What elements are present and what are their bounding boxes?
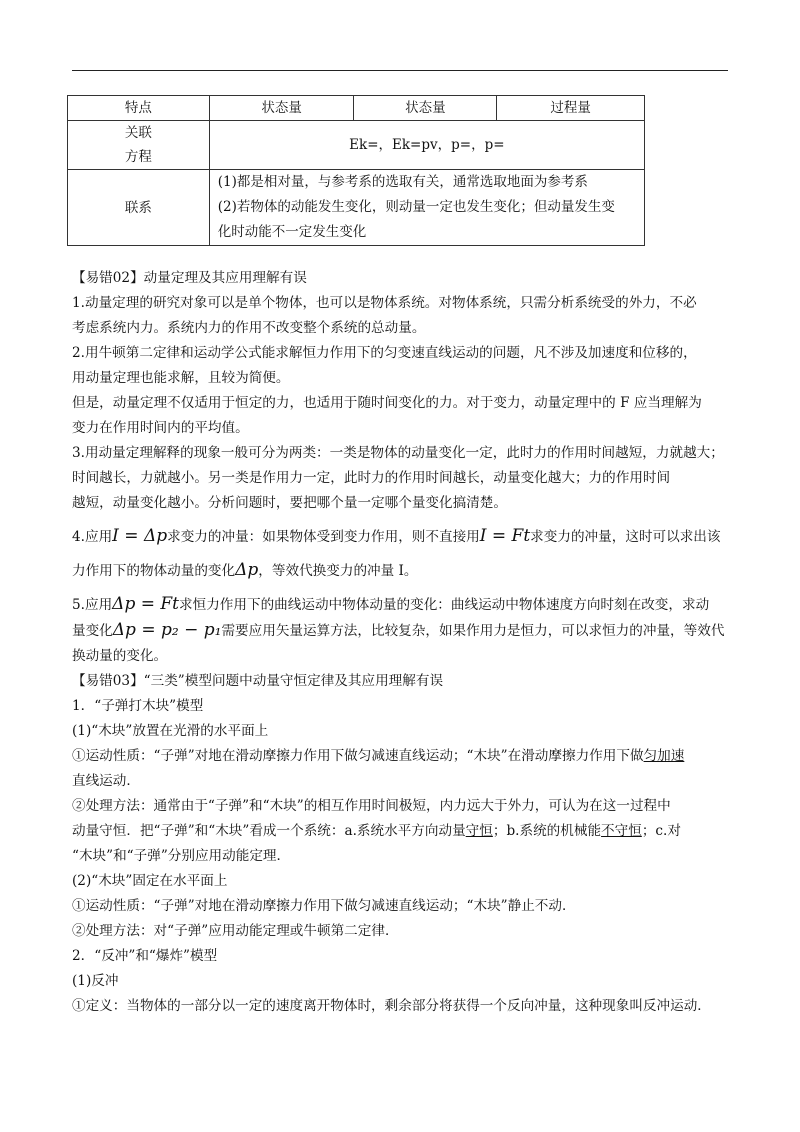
paragraph-line: 2．“反冲”和“爆炸”模型 xyxy=(72,948,218,964)
paragraph-line: 时间越长，力就越小。另一类是作用力一定，此时力的作用时间越长，动量变化越大；力的作用时间 xyxy=(72,470,671,486)
paragraph-line: 3.用动量定理解释的现象一般可分为两类：一类是物体的动量变化一定，此时力的作用时间越短，力就越大； xyxy=(72,445,724,461)
paragraph-line: 考虑系统内力。系统内力的作用不改变整个系统的总动量。 xyxy=(72,320,426,336)
paragraph-line: “木块”和“子弹”分别应用动能定理． xyxy=(72,848,291,864)
paragraph-line xyxy=(72,524,732,550)
paragraph-line: 用动量定理也能求解，且较为简便。 xyxy=(72,370,290,386)
table-row xyxy=(68,121,645,170)
paragraph-line xyxy=(72,819,732,844)
paragraph-line: 越短，动量变化越小。分析问题时，要把哪个量一定哪个量变化搞清楚。 xyxy=(72,495,507,511)
paragraph-line: ①运动性质：“子弹”对地在滑动摩擦力作用下做匀减速直线运动；“木块”静止不动． xyxy=(72,898,576,914)
text-run: 求变力的冲量，这时可以求出该 xyxy=(530,529,721,545)
paragraph-line: ②处理方法：通常由于“子弹”和“木块”的相互作用时间极短，内力远大于外力，可认为在这一过程中 xyxy=(72,798,671,814)
text-run: 动量守恒．把“子弹”和“木块”看成一个系统：a.系统水平方向动量 xyxy=(72,823,466,839)
equation: Δp = p₂ − p₁ xyxy=(112,620,222,640)
header-rule xyxy=(72,70,728,71)
table-header-cell: 状态量 xyxy=(354,96,497,121)
text-run: 5.应用 xyxy=(72,597,113,613)
paragraph-line: 变力在作用时间内的平均值。 xyxy=(72,420,249,436)
paragraph-line xyxy=(72,618,732,644)
link-text-line: 化时动能不一定发生变化 xyxy=(217,224,367,240)
equation: I = Ft xyxy=(479,526,531,546)
table-header-cell: 状态量 xyxy=(209,96,354,121)
paragraph-line xyxy=(72,558,732,584)
underlined-term: 匀加速 xyxy=(643,748,685,764)
paragraph-line: 换动量的变化。 xyxy=(72,648,168,664)
equation: Δp = Ft xyxy=(112,594,180,614)
paragraph-line: ①定义：当物体的一部分以一定的速度离开物体时，剩余部分将获得一个反向冲量，这种现象叫反冲运动． xyxy=(72,998,711,1014)
table-header-cell: 特点 xyxy=(68,96,210,121)
equation: I = Δp xyxy=(112,526,168,546)
relation-label-line: 方程 xyxy=(124,149,152,165)
paragraph-line: (1)“木块”放置在光滑的水平面上 xyxy=(72,723,269,739)
section-heading: 【易错02】动量定理及其应用理解有误 xyxy=(72,270,307,286)
paragraph-line xyxy=(72,592,732,618)
text-run: 4.应用 xyxy=(72,529,113,545)
table-row xyxy=(68,170,645,246)
paragraph-line: 1．“子弹打木块”模型 xyxy=(72,698,204,714)
link-text-line: (2)若物体的动能发生变化，则动量一定也发生变化；但动量发生变 xyxy=(217,199,615,215)
paragraph-line: (1)反冲 xyxy=(72,973,119,989)
text-run: 力作用下的物体动量的变化 xyxy=(72,563,236,579)
main-content xyxy=(72,266,732,1019)
section-heading: 【易错03】“三类”模型问题中动量守恒定律及其应用理解有误 xyxy=(72,673,444,689)
table-header-row xyxy=(68,96,645,121)
relation-label-line: 关联 xyxy=(124,125,152,141)
paragraph-line: (2)“木块”固定在水平面上 xyxy=(72,873,228,889)
text-run: 量变化 xyxy=(72,623,113,639)
paragraph-line: 2.用牛顿第二定律和运动学公式能求解恒力作用下的匀变速直线运动的问题，凡不涉及加速度和位移的， xyxy=(72,345,697,361)
underlined-term: 守恒 xyxy=(465,823,493,839)
equation: Δp xyxy=(235,560,259,580)
paragraph-line: 1.动量定理的研究对象可以是单个物体，也可以是物体系统。对物体系统，只需分析系统受的外力，不必 xyxy=(72,295,697,311)
text-run: ①运动性质：“子弹”对地在滑动摩擦力作用下做匀减速直线运动；“木块”在滑动摩擦力作用下做 xyxy=(72,748,644,764)
link-text-cell xyxy=(209,170,644,246)
text-run: 求变力的冲量：如果物体受到变力作用，则不直接用 xyxy=(167,529,480,545)
link-text-line: (1)都是相对量，与参考系的选取有关，通常选取地面为参考系 xyxy=(217,174,588,190)
paragraph-line: 直线运动． xyxy=(72,773,140,789)
text-run: ；c.对 xyxy=(641,823,681,839)
text-run: 需要应用矢量运算方法，比较复杂，如果作用力是恒力，可以求恒力的冲量，等效代 xyxy=(221,623,725,639)
paragraph-line: ②处理方法：对“子弹”应用动能定理或牛顿第二定律． xyxy=(72,923,399,939)
underlined-term: 不守恒 xyxy=(601,823,642,839)
table-header-cell: 过程量 xyxy=(497,96,645,121)
relation-formula-cell: Ek=，Ek=pv，p=，p= xyxy=(209,121,644,170)
link-label-cell: 联系 xyxy=(68,170,210,246)
text-run: ；b.系统的机械能 xyxy=(492,823,602,839)
text-run: 求恒力作用下的曲线运动中物体动量的变化：曲线运动中物体速度方向时刻在改变，求动 xyxy=(179,597,710,613)
comparison-table xyxy=(67,95,645,246)
text-run: ，等效代换变力的冲量 I。 xyxy=(258,563,418,579)
paragraph-line: 但是，动量定理不仅适用于恒定的力，也适用于随时间变化的力。对于变力，动量定理中的 F 应当理解为 xyxy=(72,395,702,411)
relation-label-cell xyxy=(68,121,210,170)
paragraph-line xyxy=(72,744,732,769)
